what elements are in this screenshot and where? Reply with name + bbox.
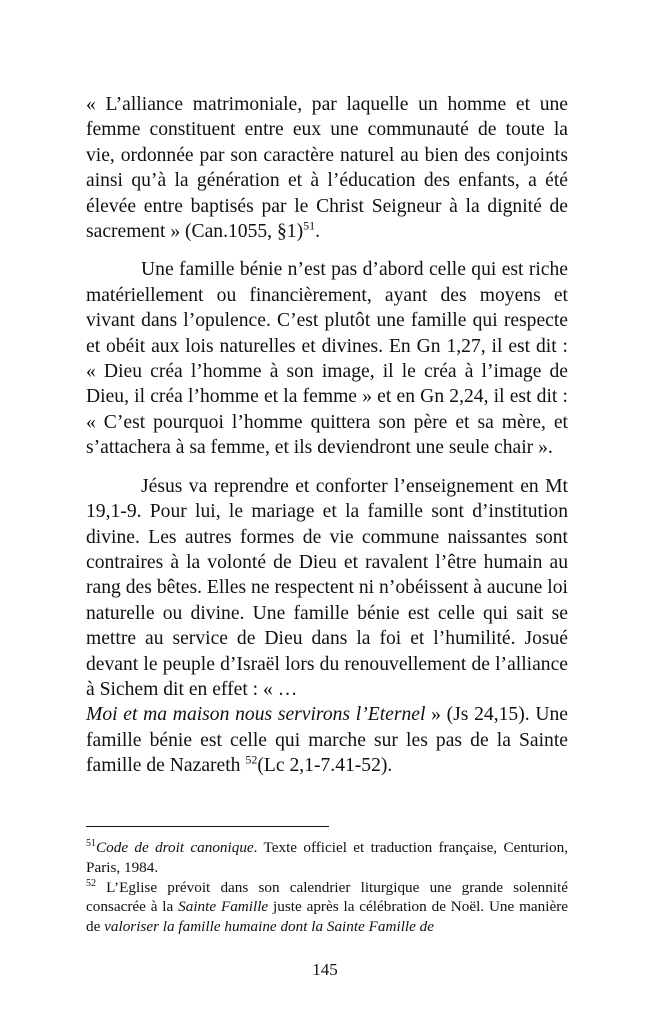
footnote-text: . Texte officiel et traduction française, Centurion, Paris, 1984. — [86, 839, 568, 876]
paragraph-blessed-family: Une famille bénie n’est pas d’abord celle qui est riche matériellement ou financièrement, ayant des moyens et vivant dans l’opulence. C’est plutôt une famille qui respecte et obéit aux lois naturelles et divines. En Gn 1,27, il est dit : « Dieu créa l’homme à son image, il le créa à l’image de Dieu, il créa l’homme et la femme » et en Gn 2,24, il est dit : « C’est pourquoi l’homme quittera son père et sa mère, et s’attachera à sa femme, et ils deviendront une seule chair ». — [86, 259, 568, 459]
footnotes — [86, 826, 568, 937]
footnote-text: L’Eglise prévoit dans son calendrier liturgique une grande solennité consacrée à la — [86, 878, 568, 916]
page-number: 145 — [312, 960, 338, 979]
footnote-51 — [86, 838, 568, 878]
paragraph-canon-quote — [86, 92, 568, 244]
page-body — [86, 92, 568, 792]
footnote-text: juste après la célébration de Noël. Une manière de — [86, 898, 569, 936]
footnote-title: Code de droit canonique — [96, 839, 254, 856]
paragraph-text: » (Js 24,15). Une famille bénie est celle qui marche sur les pas de la Sainte famille de Nazareth — [86, 704, 568, 777]
footnote-italic: Sainte Famille — [178, 898, 269, 916]
paragraph-text: (Lc 2,1-7.41-52). — [257, 755, 393, 777]
footnote-52 — [86, 878, 568, 937]
paragraph-text: « L’alliance matrimoniale, par laquelle un homme et une femme constituent entre eux une communauté de toute la vie, ordonnée par son caractère naturel au bien des conjoints ainsi qu’à la génération et à l’éducation des enfants, a été élevée entre baptisés par le Christ Seigneur à la dignité de sacrement » (Can.1055, §1) — [86, 94, 568, 243]
footnote-ref-51: 51 — [303, 218, 316, 233]
footnote-italic: valoriser la famille humaine dont la Sainte Famille de — [104, 918, 435, 936]
paragraph-text: Jésus va reprendre et conforter l’enseignement en Mt 19,1-9. Pour lui, le mariage et la famille sont d’institution divine. Les autres formes de vie commune naissantes sont contraires à la volonté de Dieu et ravalent l’être humain au rang des bêtes. Elles ne respectent ni n’obéissent à aucune loi naturelle ou divine. Une famille bénie est celle qui sait se mettre au service de Dieu dans la foi et l’humilité. Josué devant le peuple d’Israël lors du renouvellement de l’alliance à Sichem dit en effet : « … — [86, 475, 568, 700]
paragraph-jesus-teaching — [86, 474, 568, 779]
footnote-number: 52 — [86, 877, 96, 889]
paragraph-end: . — [315, 221, 321, 243]
footnote-number: 51 — [86, 837, 96, 849]
footnote-separator — [86, 826, 329, 827]
italic-quote: Moi et ma maison nous servirons l’Eternel — [86, 704, 426, 726]
footnote-ref-52: 52 — [245, 752, 258, 767]
